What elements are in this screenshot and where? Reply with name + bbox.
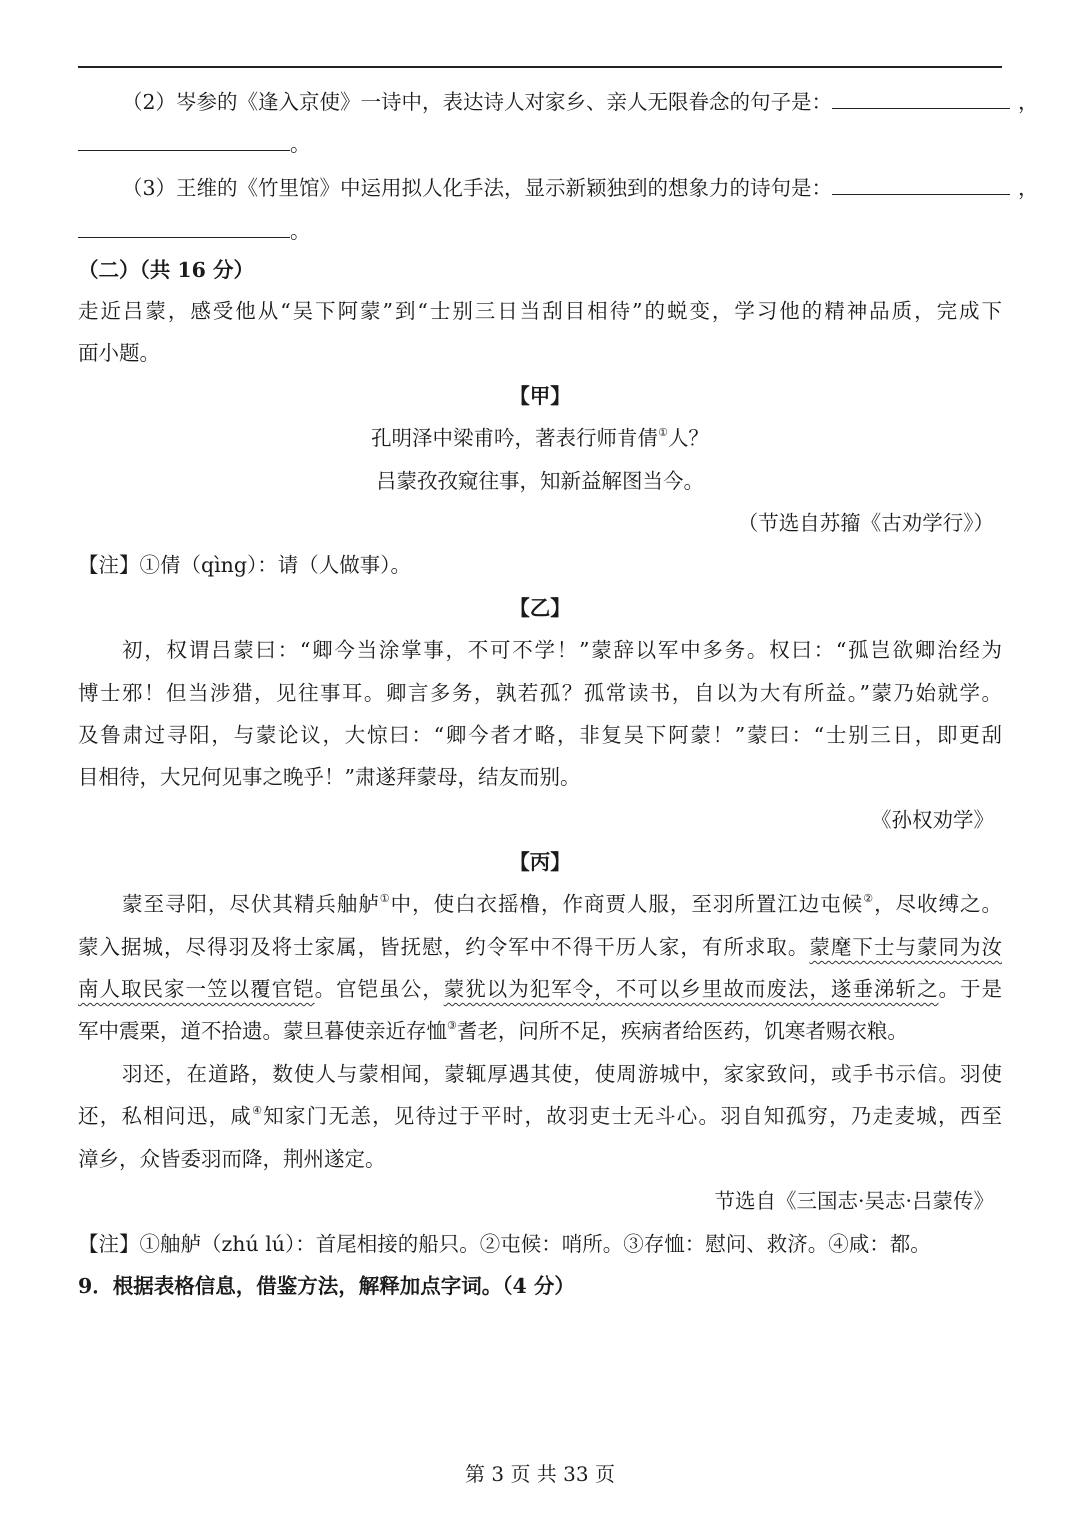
footnote-marker: ① [379,892,391,905]
passage-yi-line: 目相待，大兄何见事之晚乎！”肃遂拜蒙母，结友而别。 [78,765,581,789]
section-heading: （二）（共 16 分） [78,258,255,282]
comma: ， [1018,176,1039,200]
passage-bing-line [78,1016,1002,1046]
question-3 [122,172,1039,203]
question-3-text: （3）王维的《竹里馆》中运用拟人化手法，显示新颖独到的想象力的诗句是： [122,176,833,200]
passage-yi-line: 初，权谓吕蒙曰：“卿今当涂掌事，不可不学！”蒙辞以军中多务。权曰：“孤岂欲卿治经为 [122,638,1002,662]
passage-bing-line: 羽还，在道路，数使人与蒙相闻，蒙辄厚遇其使，使周游城中，家家致问，或手书示信。羽使 [122,1062,1002,1086]
passage-bing-label: 【丙】 [509,850,571,874]
poem-text: 孔明泽中梁甫吟，著表行师肯倩 [371,426,659,450]
footnote-marker: ③ [447,1019,457,1032]
text-segment: 还，私相问迅，咸 [78,1104,253,1128]
question-3-line2 [78,215,1002,246]
text-segment: 军中震栗，道不拾遗。蒙旦暮使亲近存恤 [78,1019,447,1043]
poem-line-2: 吕蒙孜孜窥往事，知新益解图当今。 [376,469,704,493]
text-segment: 。官铠虽公， [314,977,444,1001]
answer-blank[interactable] [832,86,1010,109]
top-rule [78,66,1002,68]
page-number: 第 3 页 共 33 页 [465,1462,615,1486]
passage-yi-label: 【乙】 [509,596,571,620]
passage-jia-source: （节选自苏籀《古劝学行》） [737,511,994,535]
passage-bing-line [78,1101,1002,1131]
text-segment: 知家门无恙，见待过于平时，故羽吏士无斗心。羽自知孤穷，乃走麦城，西至 [263,1104,1003,1128]
underlined-sentence: 蒙麾下士与蒙同为汝 [809,935,1003,959]
poem-line-1 [78,423,1002,453]
section-intro-line2: 面小题。 [78,341,160,365]
period: 。 [290,219,311,243]
passage-yi-line: 及鲁肃过寻阳，与蒙论议，大惊曰：“卿今者才略，非复吴下阿蒙！”蒙曰：“士别三日，即更刮 [78,723,1002,747]
passage-bing-source: 节选自《三国志·吴志·吕蒙传》 [714,1189,994,1213]
text-segment: 蒙入据城，尽得羽及将士家属，皆抚慰，约令军中不得干历人家，有所求取。 [78,935,810,959]
text-segment: 中，使白衣摇橹，作商贾人服，至羽所置江边屯候 [390,892,864,916]
passage-jia-label: 【甲】 [509,384,571,408]
footnote-marker: ② [863,892,875,905]
underlined-sentence: 蒙犹以为犯军令，不可以乡里故而废法，遂垂涕斩之 [443,977,939,1001]
text-segment: 蒙至寻阳，尽伏其精兵舳舻 [122,892,380,916]
answer-blank[interactable] [78,128,290,151]
text-segment: 。于是 [938,977,1003,1001]
passage-jia-note: 【注】①倩（qìng）：请（人做事）。 [78,553,412,577]
footnote-marker: ① [658,426,668,439]
passage-yi-source: 《孙权劝学》 [871,808,994,832]
text-segment: 耆老，问所不足，疾病者给医药，饥寒者赐衣粮。 [456,1019,908,1043]
poem-text: 人？ [667,426,709,450]
comma: ， [1018,90,1039,114]
text-segment: ，尽收缚之。 [874,892,1002,916]
question-9: 9．根据表格信息，借鉴方法，解释加点字词。（4 分） [78,1274,575,1298]
passage-bing-line [78,974,1002,1004]
question-2-text: （2）岑参的《逢入京使》一诗中，表达诗人对家乡、亲人无限眷念的句子是： [122,90,833,114]
passage-bing-line: 漳乡，众皆委羽而降，荆州遂定。 [78,1147,386,1171]
answer-blank[interactable] [78,215,290,238]
section-intro-line1: 走近吕蒙，感受他从“吴下阿蒙”到“士别三日当刮目相待”的蜕变，学习他的精神品质，完成下 [78,299,1002,323]
question-2 [122,86,1039,117]
passage-bing-note: 【注】①舳舻（zhú lú）：首尾相接的船只。②屯候：哨所。③存恤：慰问、救济。④咸：都。 [78,1232,931,1256]
period: 。 [290,132,311,156]
passage-yi-line: 博士邪！但当涉猎，见往事耳。卿言多务，孰若孤？孤常读书，自以为大有所益。”蒙乃始就学。 [78,681,1002,705]
footnote-marker: ④ [252,1104,264,1117]
passage-bing-line [122,889,1002,919]
underlined-sentence: 南人取民家一笠以覆官铠 [78,977,315,1001]
question-2-line2 [78,128,1002,159]
answer-blank[interactable] [832,172,1010,195]
passage-bing-line [78,932,1002,962]
